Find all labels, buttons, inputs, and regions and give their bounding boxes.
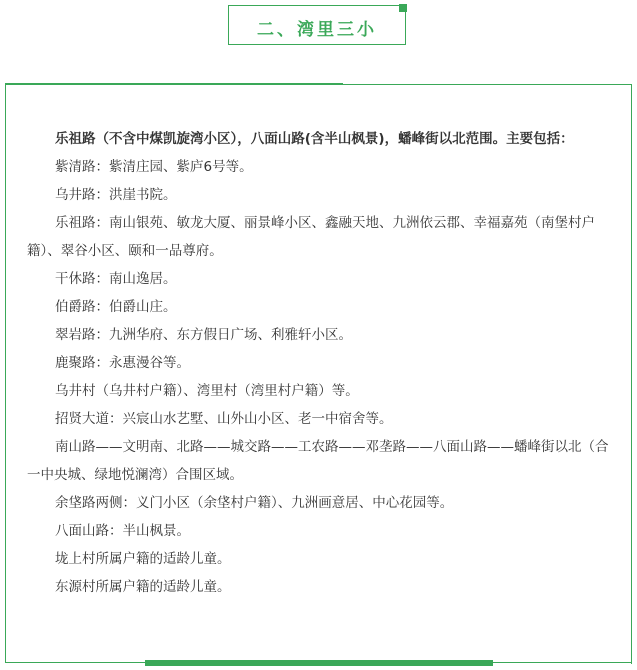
list-item: 招贤大道：兴宸山水艺墅、山外山小区、老一中宿舍等。 [55,411,393,427]
list-item: 东源村所属户籍的适龄儿童。 [55,579,231,595]
content-body [27,125,612,601]
list-item: 乐祖路：南山银苑、敏龙大厦、丽景峰小区、鑫融天地、九洲依云郡、幸福嘉苑（南堡村户籍）、翠谷小区、颐和一品尊府。 [27,215,595,259]
frame-left-border [5,83,6,663]
list-item: 乌井村（乌井村户籍）、湾里村（湾里村户籍）等。 [55,383,359,399]
section-title: 二、湾里三小 [257,20,377,40]
frame-top-border-thick [5,83,343,85]
frame-top-border [343,84,632,85]
list-item: 伯爵路：伯爵山庄。 [55,299,177,315]
frame-bottom-accent-bar [145,660,493,666]
list-item: 乌井路：洪崖书院。 [55,187,177,203]
list-item: 干休路：南山逸居。 [55,271,177,287]
intro-paragraph: 乐祖路（不含中煤凯旋湾小区），八面山路(含半山枫景)，蟠峰街以北范围。主要包括： [55,131,574,147]
list-item: 鹿聚路：永惠漫谷等。 [55,355,190,371]
list-item: 八面山路：半山枫景。 [55,523,190,539]
list-item: 紫清路：紫清庄园、紫庐6号等。 [55,159,253,175]
list-item: 南山路——文明南、北路——城交路——工农路——邓垄路——八面山路——蟠峰街以北（合一中央城、绿地悦澜湾）合围区域。 [27,439,609,483]
list-item: 余垡路两侧：义门小区（余垡村户籍）、九洲画意居、中心花园等。 [55,495,454,511]
title-corner-mark [399,4,407,12]
list-item: 翠岩路：九洲华府、东方假日广场、利雅轩小区。 [55,327,352,343]
section-title-box [228,5,406,45]
frame-right-border [631,84,632,664]
list-item: 垅上村所属户籍的适龄儿童。 [55,551,231,567]
